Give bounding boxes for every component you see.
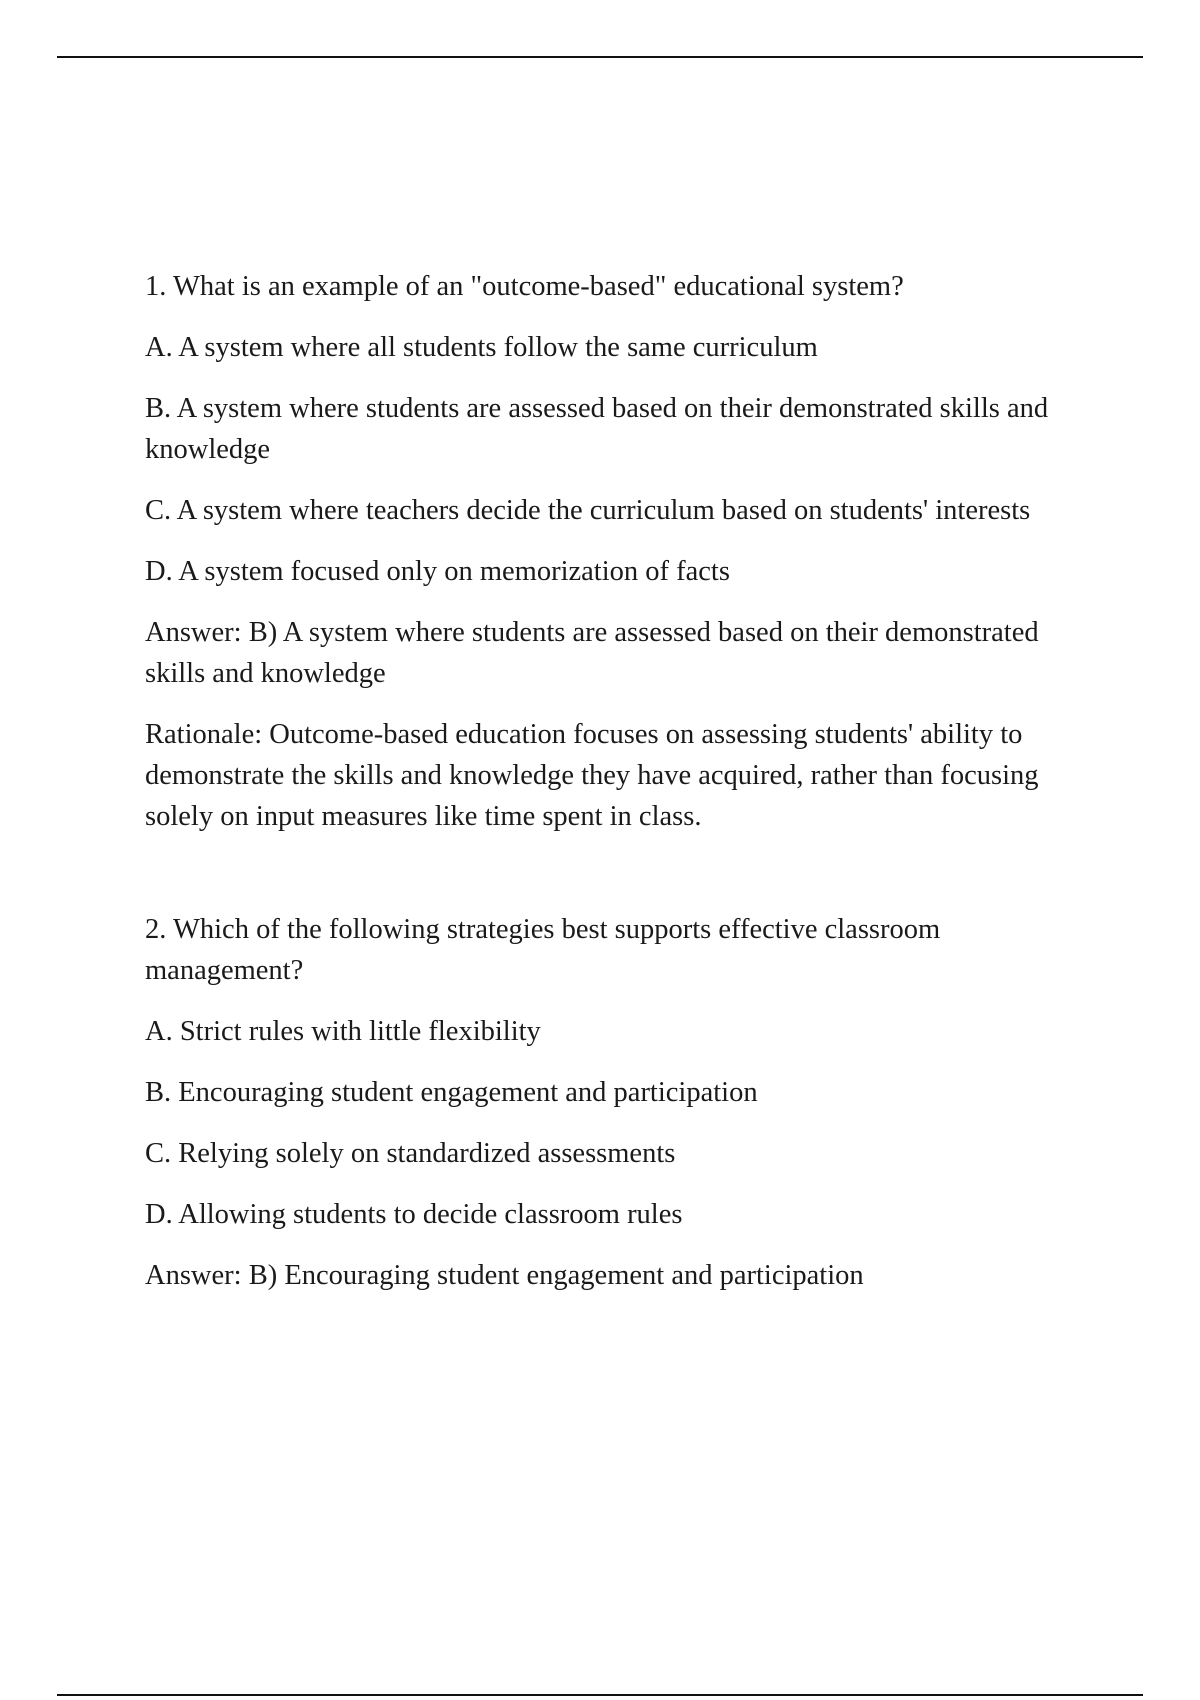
question-block-2: [145, 909, 1075, 1296]
document-body: [145, 266, 1075, 1316]
top-rule: [57, 56, 1143, 58]
question-block-1: [145, 266, 1075, 837]
option-b: B. A system where students are assessed based on their demonstrated skills and knowledge: [145, 393, 1049, 465]
answer-text: Answer: B) Encouraging student engagement and participation: [145, 1260, 864, 1291]
option-d: D. Allowing students to decide classroom rules: [145, 1199, 683, 1230]
rationale-text: Rationale: Outcome-based education focuses on assessing students' ability to demonstrate the skills and knowledge they have acquired, rather than focusing solely on input measures like time spent in class.: [145, 719, 1039, 832]
bottom-rule: [57, 1694, 1143, 1696]
question-text: 2. Which of the following strategies best supports effective classroom management?: [145, 914, 941, 986]
option-a: A. A system where all students follow the same curriculum: [145, 332, 818, 363]
question-text: 1. What is an example of an "outcome-based" educational system?: [145, 271, 904, 302]
option-d: D. A system focused only on memorization of facts: [145, 556, 730, 587]
option-a: A. Strict rules with little flexibility: [145, 1016, 541, 1047]
answer-text: Answer: B) A system where students are assessed based on their demonstrated skills and knowledge: [145, 617, 1039, 689]
option-b: B. Encouraging student engagement and participation: [145, 1077, 758, 1108]
option-c: C. Relying solely on standardized assessments: [145, 1138, 676, 1169]
option-c: C. A system where teachers decide the curriculum based on students' interests: [145, 495, 1031, 526]
